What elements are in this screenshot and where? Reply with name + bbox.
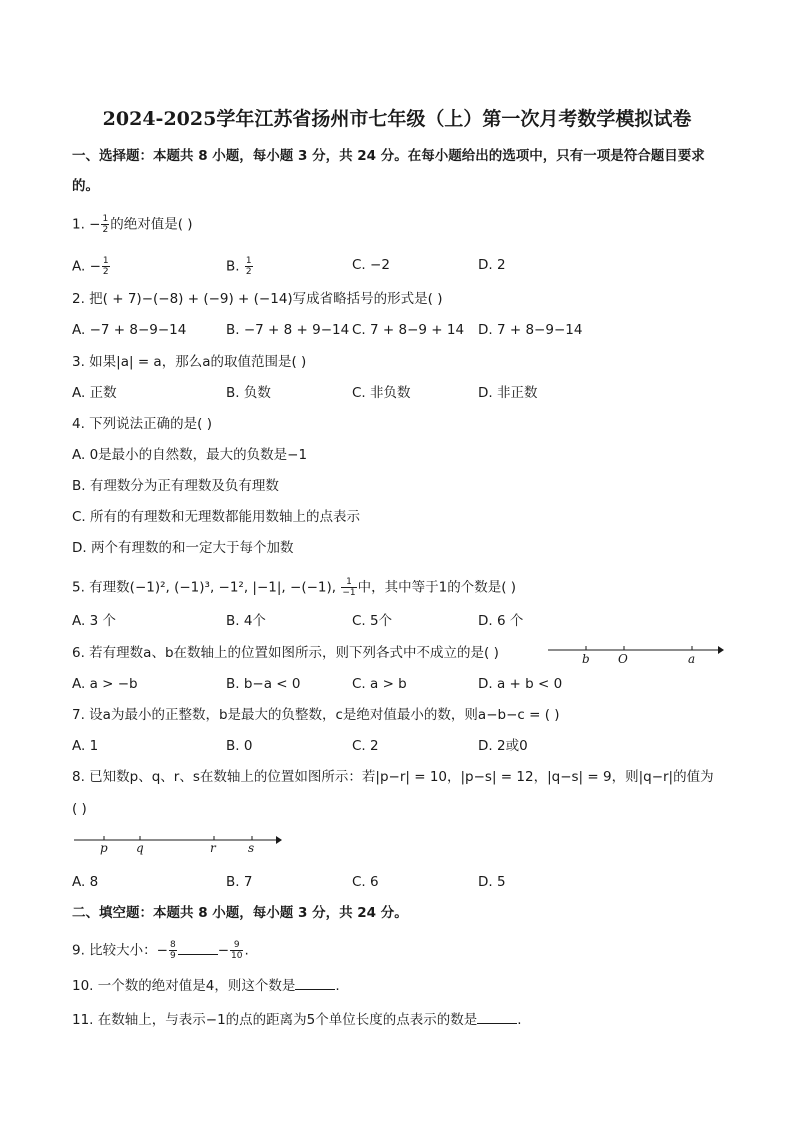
question-3: 3. 如果|a| = a，那么a的取值范围是( ) <box>72 354 307 370</box>
q9-frac2-den: 10 <box>231 951 243 961</box>
question-10 <box>72 977 340 995</box>
q8-option-b: B. 7 <box>226 874 253 890</box>
question-2: 2. 把( + 7)−(−8) + (−9) + (−14)写成省略括号的形式是( ) <box>72 291 443 307</box>
q1-b-fraction <box>245 256 253 277</box>
q5-frac-num: 1 <box>341 577 356 588</box>
q9-suffix: . <box>244 942 249 959</box>
q6-label-a: a <box>688 652 696 666</box>
q2-option-d: D. 7 + 8−9−14 <box>478 322 583 338</box>
q1-b-den: 2 <box>245 267 252 277</box>
question-11 <box>72 1011 522 1029</box>
question-8-cont: ( ) <box>72 801 87 817</box>
q5-option-a: A. 3 个 <box>72 613 116 629</box>
question-6: 6. 若有理数a、b在数轴上的位置如图所示，则下列各式中不成立的是( ) <box>72 645 499 661</box>
section-1-heading: 一、选择题：本题共 8 小题，每小题 3 分，共 24 分。在每小题给出的选项中，只有一项是符合题目要求 <box>72 148 705 164</box>
q3-option-a: A. 正数 <box>72 385 117 401</box>
q9-fraction-1 <box>169 940 177 961</box>
q9-frac1-den: 9 <box>169 951 176 961</box>
q1-prefix: 1. − <box>72 216 101 233</box>
q10-answer-blank[interactable] <box>295 977 335 990</box>
q7-option-c: C. 2 <box>352 738 379 754</box>
q9-minus: − <box>217 942 230 959</box>
q3-option-d: D. 非正数 <box>478 385 538 401</box>
q1-a-den: 2 <box>102 267 109 277</box>
q8-label-r: r <box>210 841 216 855</box>
q2-option-a: A. −7 + 8−9−14 <box>72 322 187 338</box>
q2-option-c: C. 7 + 8−9 + 14 <box>352 322 465 338</box>
q5-suffix: 中，其中等于1的个数是( ) <box>357 579 517 596</box>
q1-option-d: D. 2 <box>478 257 506 273</box>
q6-option-d: D. a + b < 0 <box>478 676 563 692</box>
q6-option-c: C. a > b <box>352 676 407 692</box>
q11-prefix: 11. 在数轴上，与表示−1的点的距离为5个单位长度的点表示的数是 <box>72 1012 478 1028</box>
q3-option-c: C. 非负数 <box>352 385 411 401</box>
q5-option-d: D. 6 个 <box>478 613 524 629</box>
q6-label-o: O <box>618 652 628 666</box>
q8-label-q: q <box>136 841 144 855</box>
q11-suffix: . <box>517 1012 522 1028</box>
q6-option-b: B. b−a < 0 <box>226 676 301 692</box>
question-4: 4. 下列说法正确的是( ) <box>72 416 212 432</box>
question-1 <box>72 214 193 235</box>
q8-option-d: D. 5 <box>478 874 506 890</box>
q7-option-b: B. 0 <box>226 738 253 754</box>
q8-option-c: C. 6 <box>352 874 379 890</box>
q11-answer-blank[interactable] <box>477 1011 517 1024</box>
q9-frac1-num: 8 <box>169 940 176 950</box>
q6-axis-arrow <box>718 646 724 654</box>
q1-frac-den: 2 <box>102 225 109 235</box>
section-1-heading-cont: 的。 <box>72 178 99 194</box>
question-5 <box>72 577 516 598</box>
page-title: 2024-2025学年江苏省扬州市七年级（上）第一次月考数学模拟试卷 <box>102 108 692 130</box>
q5-fraction <box>341 577 356 598</box>
q4-option-c: C. 所有的有理数和无理数都能用数轴上的点表示 <box>72 509 361 525</box>
q8-axis-arrow <box>276 836 282 844</box>
q1-option-b <box>226 256 254 277</box>
q4-option-d: D. 两个有理数的和一定大于每个加数 <box>72 540 294 556</box>
q3-option-b: B. 负数 <box>226 385 271 401</box>
q9-frac2-num: 9 <box>230 940 243 951</box>
q7-option-d: D. 2或0 <box>478 738 528 754</box>
q8-label-s: s <box>248 841 255 855</box>
q2-option-b: B. −7 + 8 + 9−14 <box>226 322 350 338</box>
q10-suffix: . <box>335 978 340 994</box>
q7-option-a: A. 1 <box>72 738 99 754</box>
q1-suffix: 的绝对值是( ) <box>110 216 193 233</box>
q8-label-p: p <box>100 841 108 855</box>
question-9 <box>72 940 249 961</box>
q9-fraction-2 <box>230 940 243 961</box>
q1-option-a <box>72 256 111 277</box>
q1-a-num: 1 <box>102 256 109 266</box>
section-2-heading: 二、填空题：本题共 8 小题，每小题 3 分，共 24 分。 <box>72 905 408 921</box>
q8-option-a: A. 8 <box>72 874 99 890</box>
q4-option-b: B. 有理数分为正有理数及负有理数 <box>72 478 279 494</box>
q6-number-line <box>548 640 723 668</box>
q9-answer-blank[interactable] <box>178 942 218 955</box>
q1-frac-num: 1 <box>102 214 109 224</box>
q1-b-num: 1 <box>245 256 252 266</box>
q4-option-a: A. 0是最小的自然数，最大的负数是−1 <box>72 447 308 463</box>
q8-number-line <box>74 832 284 858</box>
question-8: 8. 已知数p、q、r、s在数轴上的位置如图所示：若|p−r| = 10，|p−s| = 12，|q−s| = 9，则|q−r|的值为 <box>72 769 714 785</box>
q9-prefix: 9. 比较大小：− <box>72 942 168 959</box>
q5-prefix: 5. 有理数(−1)², (−1)³, −1², |−1|, −(−1), <box>72 579 341 596</box>
q6-option-a: A. a > −b <box>72 676 138 692</box>
q5-option-b: B. 4个 <box>226 613 266 629</box>
q1-a-prefix: A. − <box>72 258 101 275</box>
q6-label-b: b <box>582 652 590 666</box>
q1-a-fraction <box>102 256 110 277</box>
q5-frac-den: −1 <box>342 588 356 598</box>
q10-prefix: 10. 一个数的绝对值是4，则这个数是 <box>72 978 296 994</box>
q5-option-c: C. 5个 <box>352 613 393 629</box>
q1-option-c: C. −2 <box>352 257 390 273</box>
q1-fraction <box>101 214 109 235</box>
question-7: 7. 设a为最小的正整数，b是最大的负整数，c是绝对值最小的数，则a−b−c = ( ) <box>72 707 560 723</box>
q1-b-prefix: B. <box>226 258 244 275</box>
